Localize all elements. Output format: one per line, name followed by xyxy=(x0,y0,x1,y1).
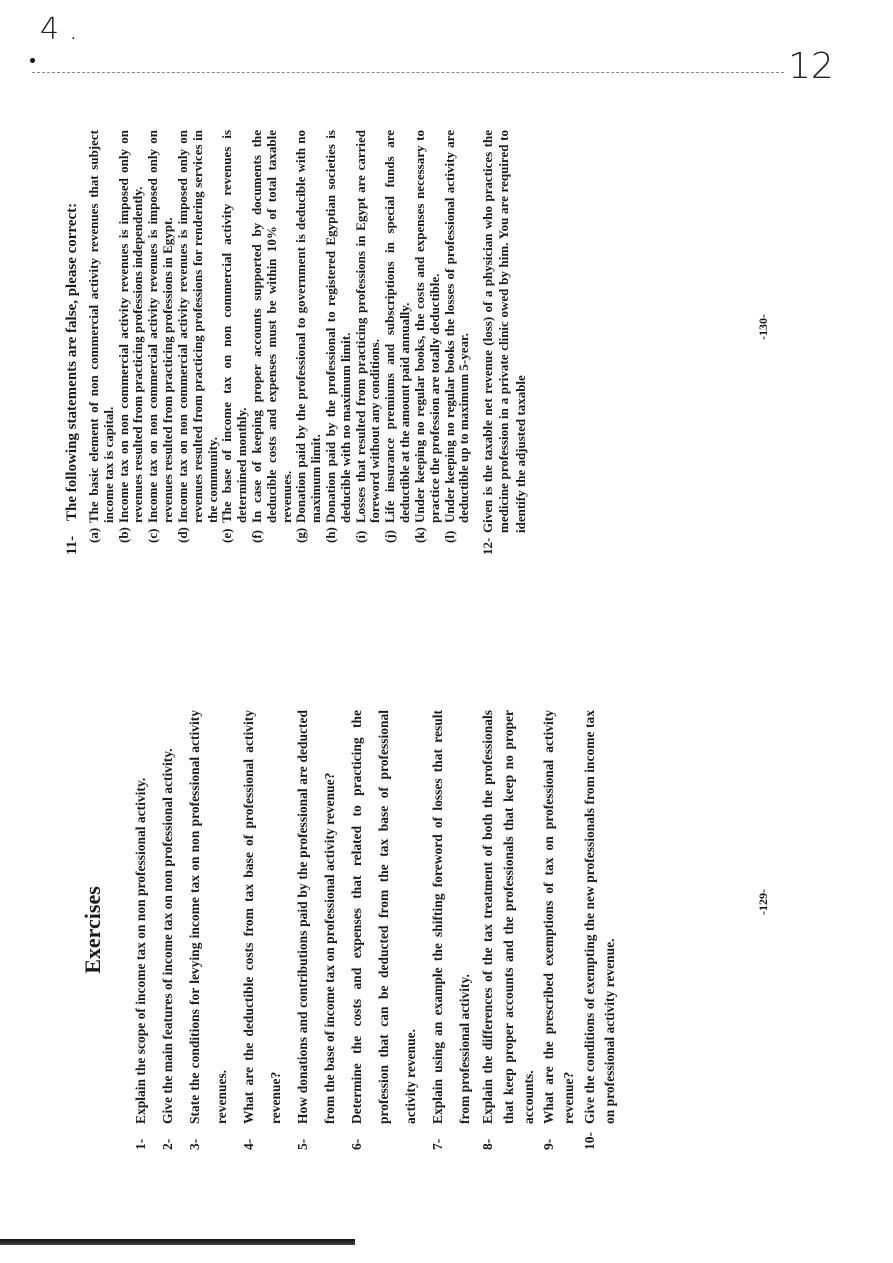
page-number-right: -130- xyxy=(756,314,770,340)
exercise-item: 4- What are the deductible costs from tax base of professional activity revenue? xyxy=(241,710,284,1150)
questions-page xyxy=(62,130,529,555)
page-number-left: -129- xyxy=(756,889,770,915)
handwritten-page-count: 12 xyxy=(788,46,834,87)
statement-b: (b) Income tax on non commercial activity revenues is imposed only on revenues resulted from practicing professions independently. xyxy=(115,130,146,543)
statement-d: (d) Income tax on non commercial activity revenues is imposed only on revenues resulted from practicing professions for rendering services in the community. xyxy=(174,130,220,543)
scan-top-rule xyxy=(32,72,784,73)
exercise-item: 6- Determine the costs and expenses that related to practicing the profession that can be deducted from the tax base of professional activity revenue. xyxy=(349,710,419,1150)
page-heading: Exercises xyxy=(80,886,105,974)
statement-g: (g) Donation paid by the professional to government is deducible with no maximum limit. xyxy=(293,130,324,543)
statement-e: (e) The base of income tax on non commercial activity revenues is determined monthly. xyxy=(219,130,250,543)
exercise-item: 8- Explain the differences of the tax treatment of both the professionals that keep proper accounts and the professionals that keep no proper accounts. xyxy=(480,710,536,1150)
exercise-item: 3- State the conditions for levying income tax on non professional activity revenues. xyxy=(187,710,230,1150)
exercise-item: 5- How donations and contributions paid by the professional are deducted from the base of income tax on professional activity revenue? xyxy=(295,710,338,1150)
statement-c: (c) Income tax on non commercial activity revenues is imposed only on revenues resulted from practicing professions in Egypt. xyxy=(145,130,176,543)
statement-l: (l) Under keeping no regular books the losses of professional activity are deductible up to maximum 5-year. xyxy=(441,130,472,543)
exercise-item: 1- Explain the scope of income tax on non professional activity. xyxy=(133,777,149,1150)
statement-f: (f) In case of keeping proper accounts supported by documents the deducible costs and expenses must be within 10% of total taxable revenues. xyxy=(248,130,294,543)
statement-h: (h) Donation paid by the professional to registered Egyptian societies is deducible with no maximum limit. xyxy=(323,130,353,543)
statement-k: (k) Under keeping no regular books, the costs and expenses necessary to practice the profession are totally deductible. xyxy=(411,130,442,543)
exercise-item: 7- Explain using an example the shifting foreword of losses that result from professional activity. xyxy=(430,710,473,1150)
statement-i: (i) Losses that resulted from practicing professions in Egypt are carried foreword without any conditions. xyxy=(352,130,383,543)
scan-dot xyxy=(30,58,35,63)
question-12: 12- Given is the taxable net revenue (loss) of a physician who practices the medicine profession in a private clinic owed by him. You are required to identify the adjusted taxable xyxy=(480,130,528,555)
statement-a: (a) The basic element of non commercial activity revenues that subject income tax is capital. xyxy=(86,130,116,543)
handwritten-page-mark: 4 . xyxy=(40,12,79,47)
exercise-item: 10- Give the conditions of exempting the new professionals from income tax on professional activity revenue. xyxy=(581,710,617,1150)
question-11: 11- The following statements are false, please correct: xyxy=(64,202,80,555)
statement-j: (j) Life insurance premiums and subscriptions in special funds are deductible at the amount paid annually. xyxy=(382,130,413,543)
exercises-page xyxy=(80,710,620,1150)
exercise-item: 9- What are the prescribed exemptions of tax on professional activity revenue? xyxy=(541,710,577,1150)
scan-bottom-edge xyxy=(0,1239,355,1245)
exercise-item: 2- Give the main features of income tax on non professional activity. xyxy=(160,748,176,1150)
